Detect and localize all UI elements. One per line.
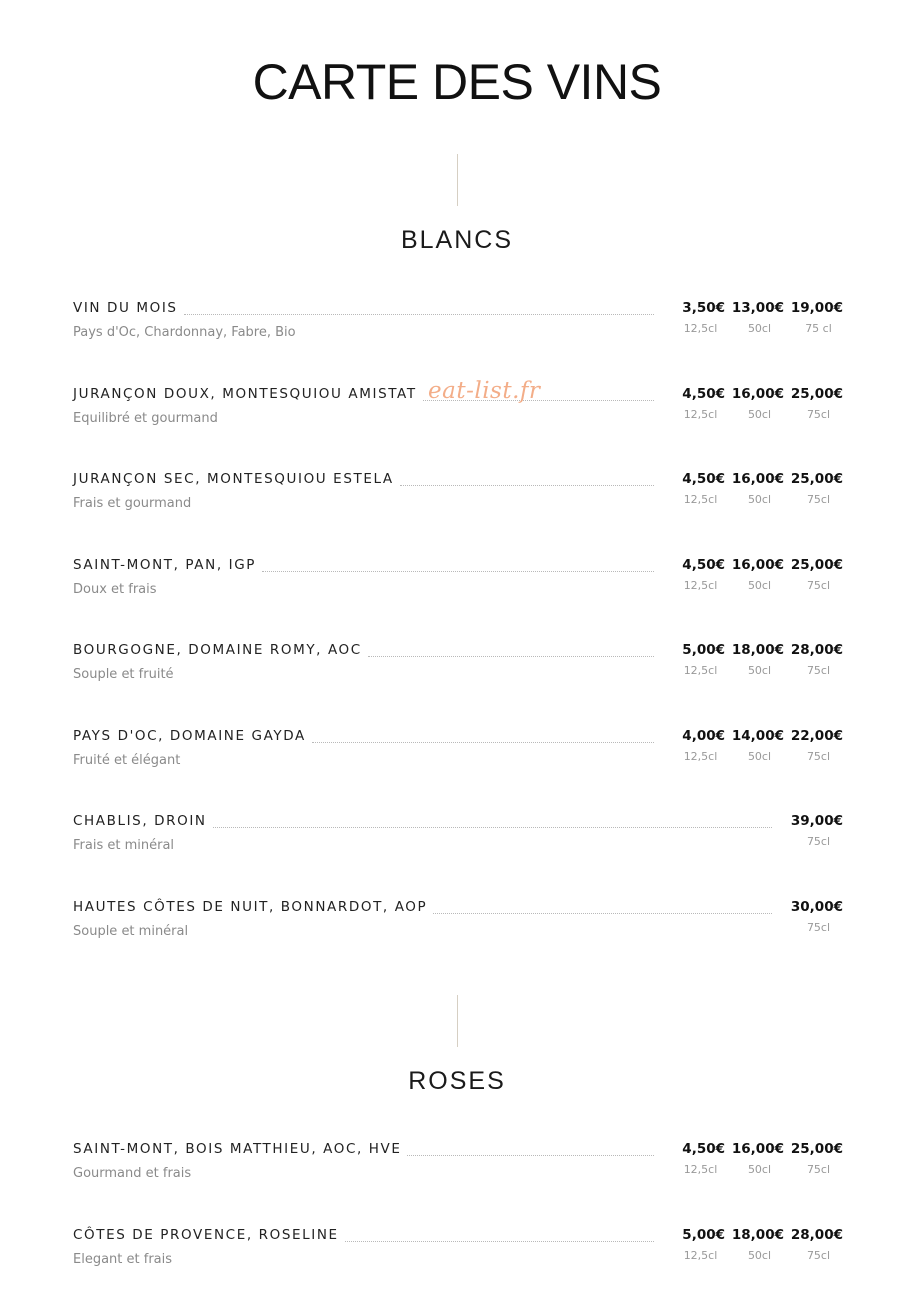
price-column [666,1226,725,1263]
price-column [666,727,725,764]
wine-description: Frais et minéral [73,838,175,853]
wine-item [73,556,843,612]
wine-volume: 50cl [747,493,772,506]
wine-price: 25,00€ [790,471,843,487]
wine-volume: 50cl [747,407,772,421]
wine-prices [666,556,843,593]
wine-description: Souple et minéral [73,923,189,939]
wine-price: 4,50€ [682,556,725,573]
price-column [666,470,725,507]
wine-name-row [73,1140,654,1160]
wine-price: 28,00€ [790,1226,843,1243]
wine-name-row [73,812,772,832]
wine-volume: 75cl [806,920,831,934]
price-column [666,1140,725,1177]
wine-volume: 12,5cl [683,322,718,335]
wine-name: CHABLIS, DROIN [73,813,207,829]
wine-volume: 75cl [806,578,831,592]
price-column [784,470,843,507]
wine-volume: 75 cl [805,322,832,335]
wine-price: 5,00€ [682,642,725,658]
wine-prices [666,1226,843,1263]
wine-volume: 75cl [806,664,831,677]
price-column [784,898,843,935]
price-column [784,1226,843,1263]
price-column [784,812,843,849]
wine-price: 4,50€ [682,1141,725,1157]
dotted-leader [433,901,772,914]
section-divider [457,995,458,1047]
wine-price: 4,50€ [682,385,725,402]
dotted-leader [400,473,654,486]
wine-name-row [73,641,654,661]
wine-price: 25,00€ [790,1141,843,1157]
wine-description: Equilibré et gourmand [73,410,218,426]
wine-item [73,641,843,697]
wine-price: 18,00€ [731,1226,784,1243]
dotted-leader [345,1229,654,1242]
dotted-leader [407,1143,654,1156]
wine-price: 25,00€ [790,556,843,573]
wine-price: 16,00€ [731,1141,784,1157]
wine-volume: 75cl [806,1248,831,1262]
wine-volume: 12,5cl [683,1163,718,1176]
section-title-blancs: BLANCS [400,226,514,254]
wine-volume: 12,5cl [683,578,718,592]
wine-prices [666,727,843,764]
wine-volume: 75cl [806,493,831,506]
price-column [784,641,843,678]
wine-price: 22,00€ [790,727,843,744]
wine-item [73,299,843,355]
dotted-leader [368,644,654,657]
wine-price: 18,00€ [731,642,784,658]
watermark: eat-list.fr [428,378,541,404]
wine-prices [666,299,843,336]
price-column [725,299,784,336]
wine-name: PAYS D'OC, DOMAINE GAYDA [73,727,306,744]
wine-volume: 75cl [806,835,831,848]
wine-price: 39,00€ [790,813,843,829]
price-column [725,1226,784,1263]
wine-price: 16,00€ [731,385,784,402]
wine-price: 30,00€ [790,898,843,915]
wine-volume: 12,5cl [683,749,718,763]
wine-name-row [73,1226,654,1246]
dotted-leader [312,730,654,743]
wine-price: 14,00€ [731,727,784,744]
wine-item [73,727,843,783]
wine-price: 3,50€ [682,300,725,316]
wine-volume: 50cl [747,578,772,592]
wine-volume: 12,5cl [683,407,718,421]
wine-description: Souple et fruité [73,667,174,682]
wine-prices [784,898,843,935]
price-column [725,385,784,422]
wine-prices [666,1140,843,1177]
wine-description: Frais et gourmand [73,496,192,511]
wine-volume: 12,5cl [683,664,718,677]
price-column [666,385,725,422]
wine-name: JURANÇON DOUX, MONTESQUIOU AMISTAT [73,385,417,402]
price-column [725,641,784,678]
price-column [725,470,784,507]
dotted-leader [213,815,772,828]
wine-prices [666,385,843,422]
wine-price: 16,00€ [731,556,784,573]
wine-description: Gourmand et frais [73,1166,192,1181]
wine-volume: 12,5cl [683,493,718,506]
wine-price: 5,00€ [682,1226,725,1243]
wine-price: 4,50€ [682,471,725,487]
wine-price: 4,00€ [682,727,725,744]
wine-name-row [73,385,654,405]
wine-item [73,470,843,526]
wine-price: 13,00€ [731,300,784,316]
wine-name: VIN DU MOIS [73,300,178,316]
wine-volume: 50cl [747,322,772,335]
price-column [725,556,784,593]
wine-volume: 75cl [806,407,831,421]
wine-prices [784,812,843,849]
price-column [666,556,725,593]
wine-description: Fruité et élégant [73,752,181,768]
wine-item [73,1140,843,1196]
section-divider [457,154,458,206]
wine-prices [666,641,843,678]
wine-item [73,812,843,868]
section-title-roses: ROSES [408,1067,506,1095]
wine-item [73,1226,843,1282]
price-column [784,299,843,336]
wine-name: CÔTES DE PROVENCE, ROSELINE [73,1226,339,1243]
wine-name-row [73,470,654,490]
page-title: CARTE DES VINS [252,54,662,110]
wine-volume: 50cl [747,1163,772,1176]
price-column [784,556,843,593]
price-column [784,385,843,422]
wine-volume: 50cl [747,749,772,763]
price-column [784,727,843,764]
wine-description: Elegant et frais [73,1251,173,1267]
price-column [725,1140,784,1177]
dotted-leader [262,559,654,572]
wine-price: 25,00€ [790,385,843,402]
price-column [784,1140,843,1177]
wine-price: 16,00€ [731,471,784,487]
wine-description: Doux et frais [73,581,157,597]
wine-name: HAUTES CÔTES DE NUIT, BONNARDOT, AOP [73,898,428,915]
wine-name-row [73,898,772,918]
wine-name: BOURGOGNE, DOMAINE ROMY, AOC [73,642,362,658]
price-column [666,641,725,678]
wine-name: SAINT-MONT, PAN, IGP [73,556,256,573]
wine-volume: 50cl [747,664,772,677]
wine-name-row [73,556,654,576]
price-column [666,299,725,336]
wine-name-row [73,299,654,319]
price-column [725,727,784,764]
wine-item [73,898,843,954]
wine-volume: 75cl [806,749,831,763]
wine-name: JURANÇON SEC, MONTESQUIOU ESTELA [73,471,394,487]
wine-volume: 50cl [747,1248,772,1262]
wine-price: 28,00€ [790,642,843,658]
wine-volume: 12,5cl [683,1248,718,1262]
wine-name: SAINT-MONT, BOIS MATTHIEU, AOC, HVE [73,1141,402,1157]
wine-price: 19,00€ [790,300,843,316]
dotted-leader [184,302,654,315]
wine-name-row [73,727,654,747]
wine-volume: 75cl [806,1163,831,1176]
wine-description: Pays d'Oc, Chardonnay, Fabre, Bio [73,325,296,340]
wine-prices [666,470,843,507]
